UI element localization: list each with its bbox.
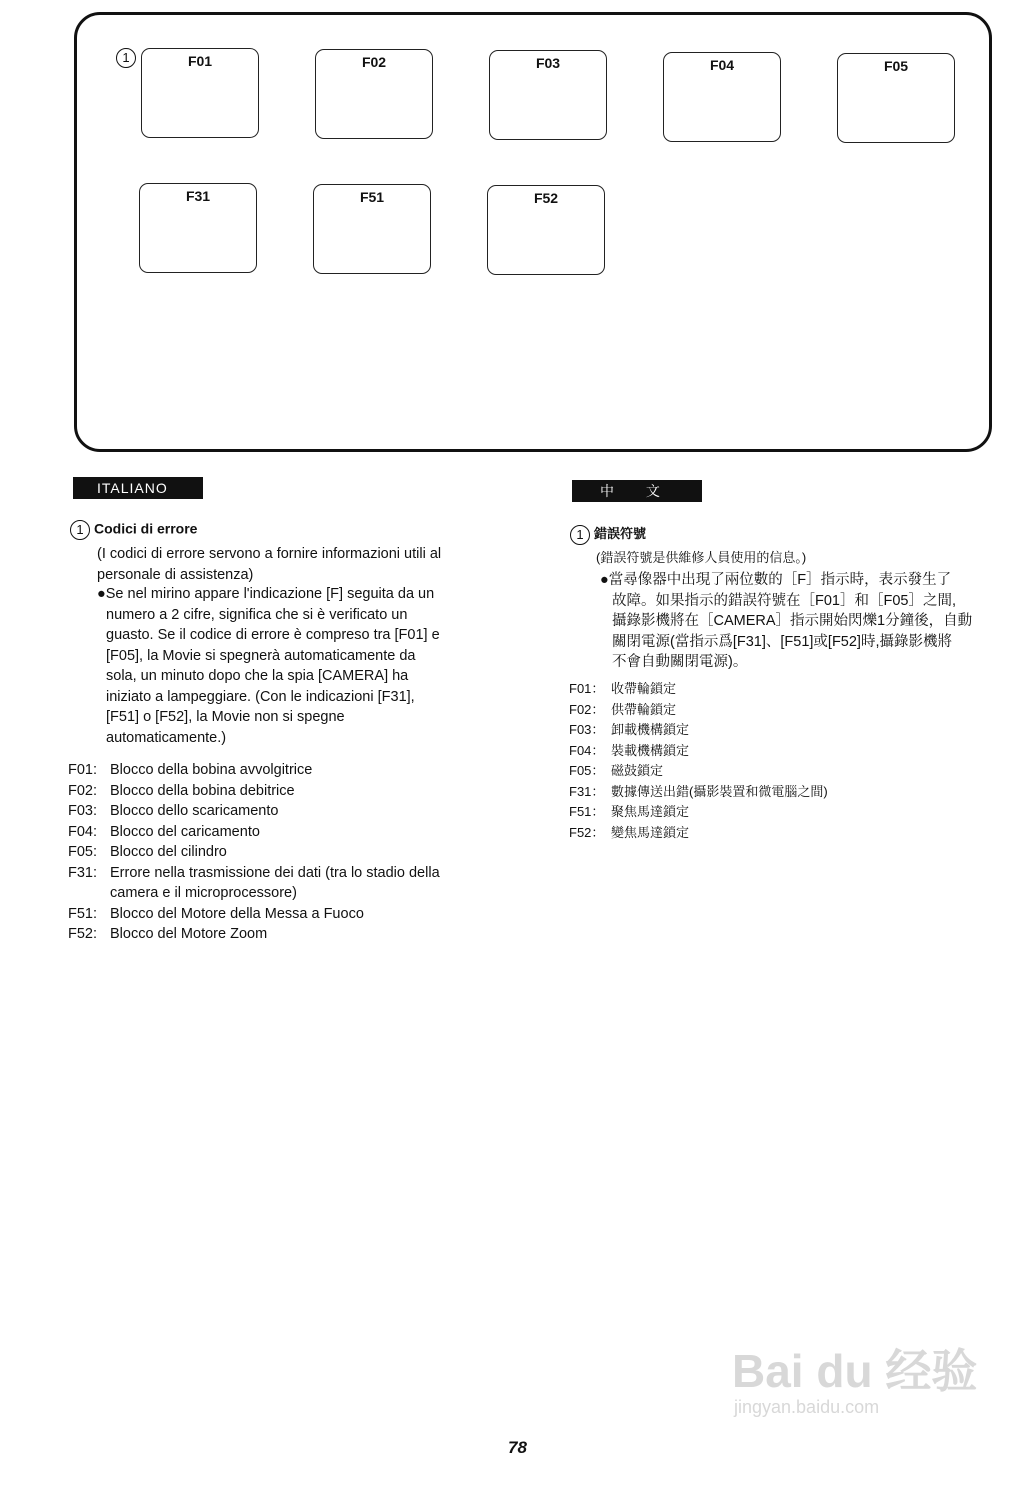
page-number: 78 <box>508 1438 527 1457</box>
error-description: 收帶輪鎖定 <box>611 681 677 696</box>
heading-number: 1 <box>70 520 90 540</box>
text-line: [F51] o [F52], la Movie non si spegne <box>106 709 345 725</box>
viewfinder-screen <box>837 53 955 143</box>
list-item <box>569 741 828 762</box>
text-line: ●Se nel mirino appare l'indicazione [F] seguita da un <box>97 586 435 602</box>
section-heading-italian <box>70 520 197 540</box>
viewfinder-screen <box>315 49 433 139</box>
error-description: 數據傳送出錯(攝影裝置和微電腦之間) <box>611 783 828 799</box>
text-line: Errore nella trasmissione dei dati (tra lo stadio della <box>110 864 440 881</box>
list-item <box>68 863 498 904</box>
screen-code: F05 <box>883 58 909 74</box>
text-line: camera e il microprocessore) <box>110 885 297 901</box>
text-line: [F05], la Movie si spegnerà automaticamente da <box>106 647 416 664</box>
list-item <box>68 801 498 822</box>
list-item <box>68 781 498 802</box>
error-code: F03： <box>569 722 605 737</box>
text-line: numero a 2 cifre, significa che si è verificato un <box>106 606 408 623</box>
list-item <box>68 822 498 843</box>
viewfinder-screen <box>139 183 257 273</box>
watermark-logo: Bai du 经验 <box>732 1345 978 1397</box>
error-code: F01: <box>68 762 98 778</box>
heading-text: Codici di errore <box>94 520 198 537</box>
error-code: F05: <box>68 844 98 860</box>
error-code: F05： <box>569 763 605 778</box>
error-code: F02： <box>569 701 605 717</box>
list-item <box>68 842 498 863</box>
list-item <box>569 700 828 721</box>
text-line: personale di assistenza) <box>97 566 254 583</box>
text-line: 故障。如果指示的錯誤符號在［F01］和［F05］之間, <box>612 592 956 609</box>
error-code: F52： <box>569 824 605 840</box>
text-line: 攝錄影機將在［CAMERA］指示開始閃爍1分鐘後，自動 <box>612 613 973 629</box>
heading-number: 1 <box>570 525 590 545</box>
error-description: Blocco dello scaricamento <box>110 803 279 819</box>
viewfinder-screen <box>489 50 607 140</box>
error-code: F01： <box>569 681 605 696</box>
text-line: 關閉電源(當指示爲[F31]、[F51]或[F52]時,攝錄影機將 <box>612 633 952 650</box>
error-description: Blocco della bobina avvolgitrice <box>110 762 313 778</box>
error-code: F03: <box>68 803 98 819</box>
screen-code: F31 <box>185 188 211 204</box>
error-description: Blocco del Motore della Messa a Fuoco <box>110 905 364 922</box>
error-description <box>110 863 440 904</box>
viewfinder-screen <box>487 185 605 275</box>
error-code: F31: <box>68 864 98 881</box>
error-code: F31： <box>569 783 605 799</box>
intro-text-chinese <box>596 549 806 567</box>
text-line: iniziato a lampeggiare. (Con le indicazioni [F31], <box>106 688 415 705</box>
screen-code: F01 <box>187 53 213 69</box>
list-item <box>68 760 498 781</box>
error-description: 裝載機構鎖定 <box>611 742 690 758</box>
text-line: (錯誤符號是供維修人員使用的信息。) <box>596 550 807 565</box>
text-line: automaticamente.) <box>106 729 227 746</box>
screen-code: F04 <box>709 57 735 73</box>
screen-code: F52 <box>533 190 559 206</box>
error-code-list-chinese <box>569 679 828 843</box>
bullet-text-chinese <box>600 570 1000 673</box>
error-code: F52: <box>68 926 98 942</box>
figure-marker: 1 <box>116 48 136 68</box>
text-line: guasto. Se il codice di errore è compreso tra [F01] e <box>106 627 440 643</box>
screen-code: F02 <box>361 54 387 70</box>
error-description: 卸載機構鎖定 <box>611 722 690 737</box>
list-item <box>68 904 498 925</box>
screen-code: F51 <box>359 189 385 205</box>
viewfinder-screen <box>663 52 781 142</box>
error-description: Blocco del Motore Zoom <box>110 926 268 942</box>
list-item <box>68 924 498 945</box>
error-code: F51: <box>68 905 98 922</box>
error-description: Blocco del cilindro <box>110 844 227 860</box>
list-item <box>569 802 828 823</box>
error-description: 磁鼓鎖定 <box>611 763 664 778</box>
text-line: 不會自動關閉電源)。 <box>612 654 748 670</box>
intro-text-italian <box>97 544 441 585</box>
error-code: F04： <box>569 742 605 758</box>
error-code: F04: <box>68 823 98 840</box>
viewfinder-screen <box>141 48 259 138</box>
error-description: 聚焦馬達鎖定 <box>611 804 690 819</box>
text-line: ●當尋像器中出現了兩位數的［F］指示時，表示發生了 <box>600 572 952 588</box>
bullet-text-italian <box>97 584 440 748</box>
heading-text: 錯誤符號 <box>594 526 647 541</box>
error-description: 供帶輪鎖定 <box>611 701 677 717</box>
section-heading-chinese <box>570 523 646 545</box>
error-code-list-italian <box>68 760 498 945</box>
error-code: F02: <box>68 782 98 799</box>
text-line: (I codici di errore servono a fornire informazioni utili al <box>97 546 442 562</box>
language-label-chinese: 中 文 <box>572 480 702 502</box>
viewfinder-screen <box>313 184 431 274</box>
list-item <box>569 782 828 803</box>
list-item <box>569 823 828 844</box>
watermark-url: jingyan.baidu.com <box>734 1397 880 1417</box>
text-line: sola, un minuto dopo che la spia [CAMERA] ha <box>106 668 409 684</box>
error-description: Blocco della bobina debitrice <box>110 782 295 799</box>
error-code: F51： <box>569 804 605 819</box>
list-item <box>569 679 828 700</box>
watermark <box>732 1346 977 1418</box>
list-item <box>569 720 828 741</box>
error-description: 變焦馬達鎖定 <box>611 824 690 840</box>
list-item <box>569 761 828 782</box>
error-description: Blocco del caricamento <box>110 823 260 840</box>
language-label-italian: ITALIANO <box>73 477 203 499</box>
screen-code: F03 <box>535 55 561 71</box>
